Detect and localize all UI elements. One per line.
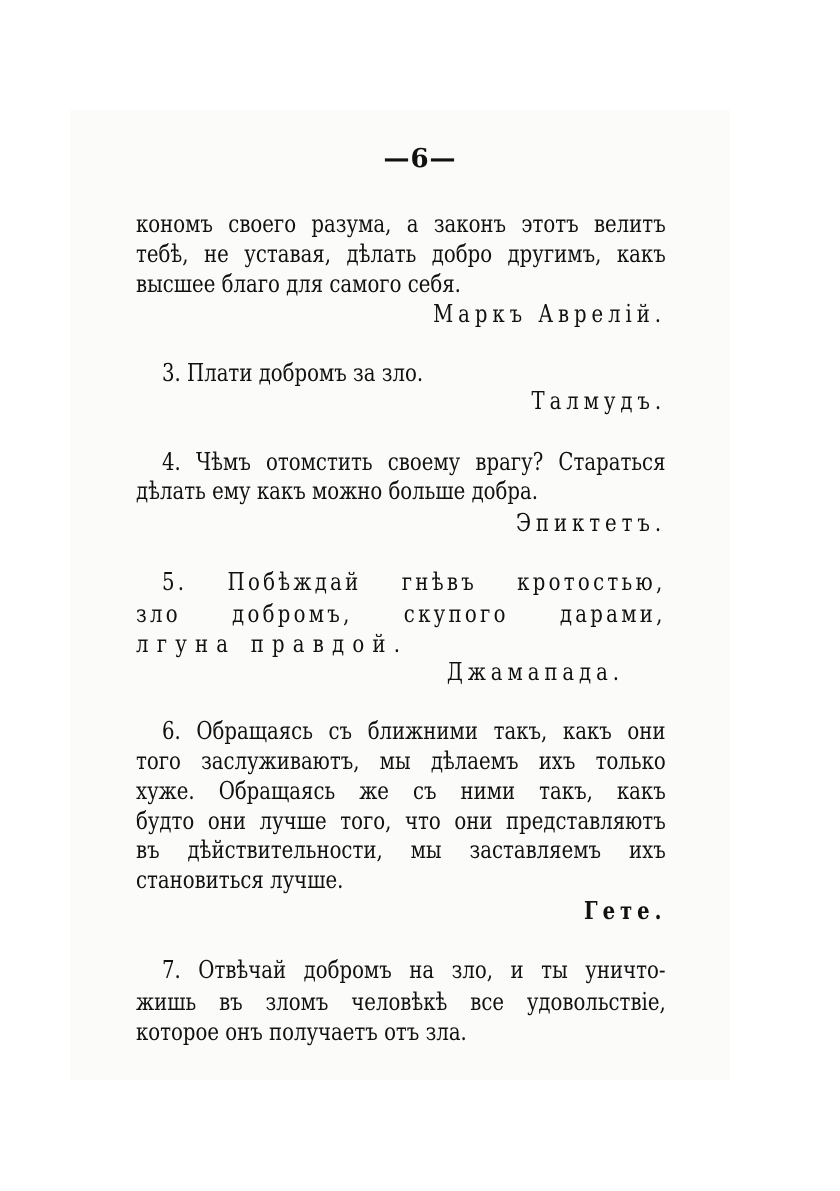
text-line: дѣлать ему какъ можно больше добра. xyxy=(136,477,538,505)
text-line: 6. Обращаясь съ ближними такъ, какъ они xyxy=(162,717,666,745)
quote-author: Гете. xyxy=(583,896,666,925)
quote-author: Талмудъ. xyxy=(531,387,666,415)
text-line: зло добромъ, скупого дарами, xyxy=(136,600,666,628)
text-line: кономъ своего разума, а законъ этотъ велитъ xyxy=(136,210,666,238)
text-line: хуже. Обращаясь же съ ними такъ, какъ xyxy=(136,777,666,805)
text-line: высшее благо для самого себя. xyxy=(136,270,461,298)
text-line: становиться лучше. xyxy=(136,866,344,894)
text-line: 4. Чѣмъ отомстить своему врагу? Стараться xyxy=(162,448,666,476)
quote-author: Маркъ Аврелій. xyxy=(433,300,666,328)
text-line: 5. Побѣждай гнѣвъ кротостью, xyxy=(162,568,666,596)
text-line: лгуна правдой. xyxy=(136,630,409,658)
text-line: того заслуживаютъ, мы дѣлаемъ ихъ только xyxy=(136,747,666,775)
text-line: жишь въ зломъ человѣкѣ все удовольствіе, xyxy=(136,988,666,1016)
text-line: тебѣ, не уставая, дѣлать добро другимъ, какъ xyxy=(136,240,666,268)
quote-author: Эпиктетъ. xyxy=(515,509,666,537)
quote-author: Джамапада. xyxy=(446,658,624,686)
text-line: 7. Отвѣчай добромъ на зло, и ты уничто- xyxy=(162,956,666,984)
text-line: которое онъ получаетъ отъ зла. xyxy=(136,1018,467,1046)
page-number: —6— xyxy=(383,144,457,174)
text-line: въ дѣйствительности, мы заставляемъ ихъ xyxy=(136,836,666,864)
text-line: 3. Плати добромъ за зло. xyxy=(162,359,424,387)
text-line: будто они лучше того, что они представляютъ xyxy=(136,807,666,835)
